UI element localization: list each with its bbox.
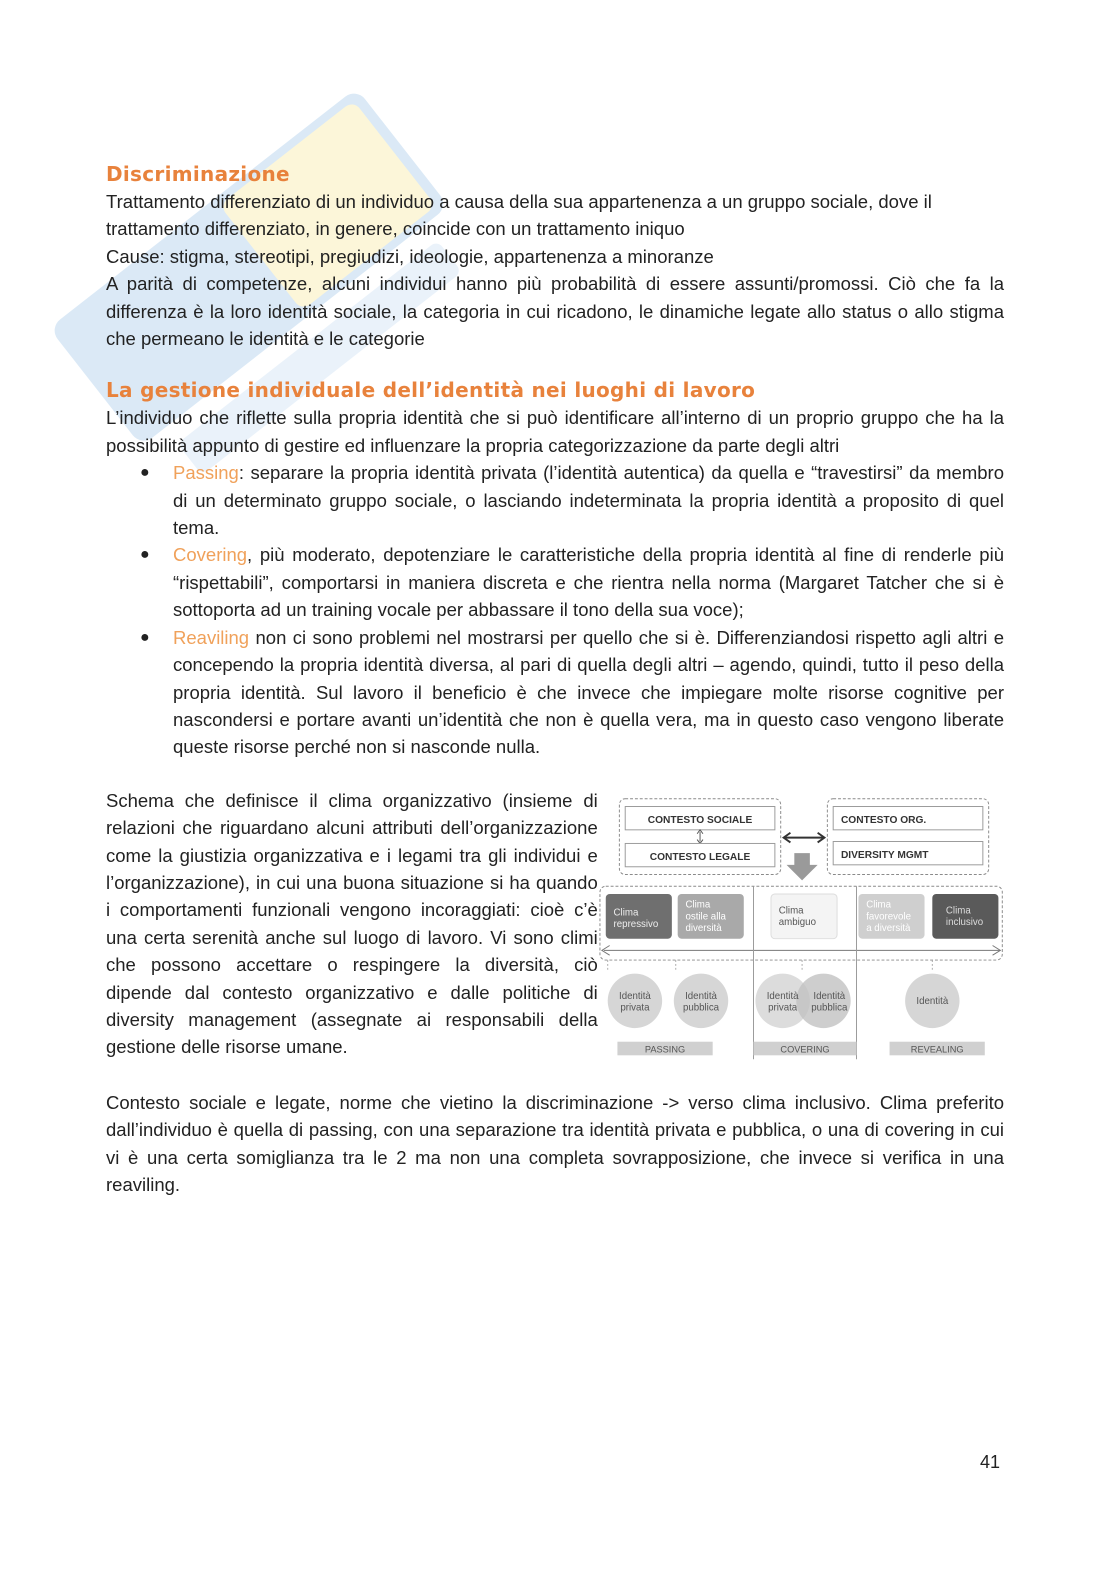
list-item — [140, 459, 1004, 541]
section-title-gestione: La gestione individuale dell’identità nei luoghi di lavoro — [106, 378, 756, 403]
clima-ostile-l2: ostile alla — [685, 910, 726, 922]
section-title-discriminazione: Discriminazione — [106, 162, 290, 186]
box-diversity-mgmt: DIVERSITY MGMT — [840, 849, 929, 861]
clima-ostile-l3: diversità — [685, 922, 722, 934]
identita-revealing: Identità — [916, 995, 949, 1007]
identita-pubblica-passing-l2: pubblica — [682, 1002, 719, 1014]
clima-ambiguo-l1: Clima — [778, 905, 804, 917]
schema-text: Schema che definisce il clima organizzativo (insieme di relazioni che riguardano alcuni attributi dell’organizzazione come la giustizia organizzativa e i legami tra gli individui e l’organizzazione), in cui una buona situazione si ha quando i comportamenti funzionali vengono incoraggiati: cioè c’è una certa serenità anche sul luogo di lavoro. Vi sono climi che possono accettare o respingere la diversità, ciò dipende dal contesto organizzativo e dalle politiche di diversity management (assegnate ai responsabili della gestione delle risorse umane. — [106, 789, 598, 1058]
page-number: 41 — [980, 1452, 1001, 1472]
gestione-intro: L’individuo che riflette sulla propria identità che si può identificare all’interno di un proprio gruppo che ha la possibilità appunto di gestire ed influenzare la propria categorizzazione da parte degli altri — [106, 407, 1004, 456]
bullet-icon: ● — [140, 546, 150, 564]
identita-pubblica-covering-l2: pubblica — [810, 1002, 848, 1014]
term-covering-text: , più moderato, depotenziare le caratteristiche della propria identità al fine di renderle più “rispettabili”, comportarsi in maniera discreta e che rientra nella norma (Margaret Tatcher che si è sottoporta ad un training vocale per abbassare il tono della sua voce); — [173, 544, 1004, 621]
bullet-icon: ● — [140, 628, 150, 646]
conclusione-text: Contesto sociale e legate, norme che vietino la discriminazione -> verso clima inclusivo. Clima preferito dall’individuo è quella di passing, con una separazione tra identità privata e pubblica, o una di covering in cui vi è una certa somiglianza tra le 2 ma non una completa sovrapposizione, che invece si verifica in una reaviling. — [106, 1091, 1004, 1195]
box-contesto-legale: CONTESTO LEGALE — [649, 851, 751, 863]
identita-pubblica-covering-l1: Identità — [813, 990, 845, 1002]
label-revealing: REVEALING — [910, 1044, 964, 1055]
identita-privata-passing-l2: privata — [620, 1002, 650, 1014]
term-reaviling: Reaviling — [173, 626, 250, 648]
box-contesto-org: CONTESTO ORG. — [840, 814, 927, 826]
strategy-list — [106, 459, 1004, 760]
list-item — [140, 624, 1004, 761]
term-covering: Covering — [173, 544, 248, 566]
clima-inclusivo-l2: inclusivo — [945, 916, 983, 928]
identita-privata-covering-l2: privata — [767, 1002, 797, 1014]
clima-inclusivo-l1: Clima — [945, 905, 971, 917]
term-passing-text: : separare la propria identità privata (l’identità autentica) da quella e “travestirsi” da membro di un determinato gruppo sociale, o lasciando indeterminata la propria identità a proposito di quel tema. — [173, 462, 1004, 539]
term-passing: Passing — [173, 462, 239, 484]
label-passing: PASSING — [644, 1044, 685, 1055]
box-contesto-sociale: CONTESTO SOCIALE — [647, 814, 753, 826]
clima-ostile-l1: Clima — [685, 899, 711, 911]
bullet-icon: ● — [140, 464, 150, 482]
label-covering: COVERING — [780, 1044, 830, 1055]
clima-ambiguo-l2: ambiguo — [778, 916, 816, 928]
clima-favorevole-l2: favorevole — [865, 910, 911, 922]
discriminazione-line-1: Trattamento differenziato di un individuo a causa della sua appartenenza a un gruppo sociale, dove il trattamento differenziato, in genere, coincide con un trattamento iniquo — [106, 191, 932, 240]
discriminazione-line-2: Cause: stigma, stereotipi, pregiudizi, ideologie, appartenenza a minoranze — [106, 245, 714, 267]
identita-privata-covering-l1: Identità — [766, 990, 799, 1002]
discriminazione-line-3: A parità di competenze, alcuni individui hanno più probabilità di essere assunti/promossi. Ciò che fa la differenza è la loro identità sociale, la categoria in cui ricadono, le dinamiche legate allo status o allo stigma che permeano le identità e le categorie — [106, 273, 1004, 350]
page-content — [106, 160, 1004, 1198]
identita-privata-passing-l1: Identità — [618, 990, 651, 1002]
identita-pubblica-passing-l1: Identità — [684, 990, 717, 1002]
schema-row — [106, 787, 1004, 1063]
clima-favorevole-l1: Clima — [865, 899, 891, 911]
clima-favorevole-l3: a diversità — [865, 922, 911, 934]
arrow-down-icon — [786, 853, 817, 880]
term-reaviling-text: non ci sono problemi nel mostrarsi per quello che si è. Differenziandosi rispetto agli altri e concependo la propria identità diversa, al pari di quella degli altri – agendo, quindi, tutto il peso della propria identità. Sul lavoro il beneficio è che invece che impiegare molte risorse cognitive per nascondersi e portare avanti un’identità che non è quella vera, ma in questo caso vengono liberate queste risorse perché non si nasconde nulla. — [173, 626, 1004, 758]
climate-diagram — [598, 793, 1004, 1063]
clima-repressivo-l2: repressivo — [613, 918, 659, 930]
list-item — [140, 541, 1004, 623]
clima-repressivo-l1: Clima — [613, 907, 639, 919]
